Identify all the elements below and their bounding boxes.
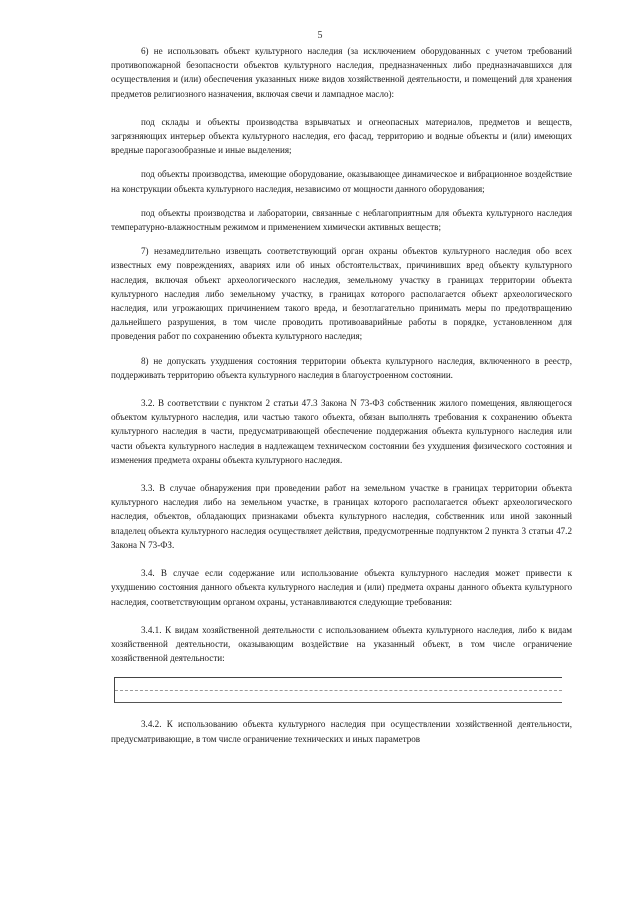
paragraph-3-2: 3.2. В соответствии с пунктом 2 статьи 47.3 Закона N 73-ФЗ собственник жилого помещения, являющегося объектом культурного наследия, или частью такого объекта, обязан выполнять требования к сохранению объекта культурного наследия в части, предусматривающей обеспечение поддержания объекта культурного наследия или части объекта культурного наследия в надлежащем техническом состоянии без ухудшения физического состояния и изменения предмета охраны объекта культурного наследия. [111,398,572,465]
paragraph-8: 8) не допускать ухудшения состояния территории объекта культурного наследия, включенного в реестр, поддерживать территорию объекта культурного наследия в благоустроенном состоянии. [111,355,572,380]
paragraph-laboratories: под объекты производства и лаборатории, связанные с неблагоприятным для объекта культурного наследия температурно-влажностным режимом и применением химически активных веществ; [111,207,572,233]
table-divider [115,690,562,691]
paragraph-3-3: 3.3. В случае обнаружения при проведении работ на земельном участке в границах территории объекта культурного наследия либо на земельном участке, в границах которого располагается объект археологического наследия, объектов, обладающих признаками объекта культурного наследия, собственник или иной законный владелец объекта культурного наследия осуществляет действия, предусмотренные подпунктом 2 пункта 3 статьи 47.2 Закона N 73-ФЗ. [111,483,572,550]
empty-table-frame [114,677,562,703]
page-number: 5 [317,30,323,41]
paragraph-3-4-2: 3.4.2. К использованию объекта культурного наследия при осуществлении хозяйственной деятельности, предусматривающие, в том числе ограничение технических и иных параметров [111,719,572,744]
paragraph-3-4-1: 3.4.1. К видам хозяйственной деятельности с использованием объекта культурного наследия, либо к видам хозяйственной деятельности, оказывающим воздействие на указанный объект, в том числе ограничение хозяйственной деятельности: [111,624,572,664]
paragraph-warehouses: под склады и объекты производства взрывчатых и огнеопасных материалов, предметов и веществ, загрязняющих интерьер объекта культурного наследия, его фасад, территорию и водные объекты и (или) имеющих вредные парогазообразные и иные выделения; [111,116,572,156]
paragraph-7: 7) незамедлительно извещать соответствующий орган охраны объектов культурного наследия обо всех известных ему повреждениях, авариях или об иных обстоятельствах, причинивших вред объекту культурного наследия, включая объект археологического наследия, земельному участку в границах территории объекта культурного наследия либо земельному участку, в границах которого располагается объект археологического наследия, или угрожающих причинением такого вреда, и безотлагательно принимать меры по предотвращению дальнейшего разрушения, в том числе проводить противоаварийные работы в порядке, установленном для проведения работ по сохранению объекта культурного наследия; [111,246,572,342]
paragraph-production-vibration: под объекты производства, имеющие оборудование, оказывающее динамическое и вибрационное воздействие на конструкции объекта культурного наследия, независимо от мощности данного оборудования; [111,169,572,194]
document-body [111,44,572,746]
paragraph-3-4: 3.4. В случае если содержание или использование объекта культурного наследия может привести к ухудшению состояния данного объекта культурного наследия и (или) предмета охраны данного объекта культурного наследия, соответствующим органом охраны, устанавливаются следующие требования: [111,568,572,607]
paragraph-6: 6) не использовать объект культурного наследия (за исключением оборудованных с учетом требований противопожарной безопасности объектов культурного наследия, предназначенных либо предназначавшихся для осуществления и (или) обеспечения указанных ниже видов хозяйственной деятельности, и помещений для хранения предметов религиозного назначения, включая свечи и лампадное масло): [111,46,572,99]
